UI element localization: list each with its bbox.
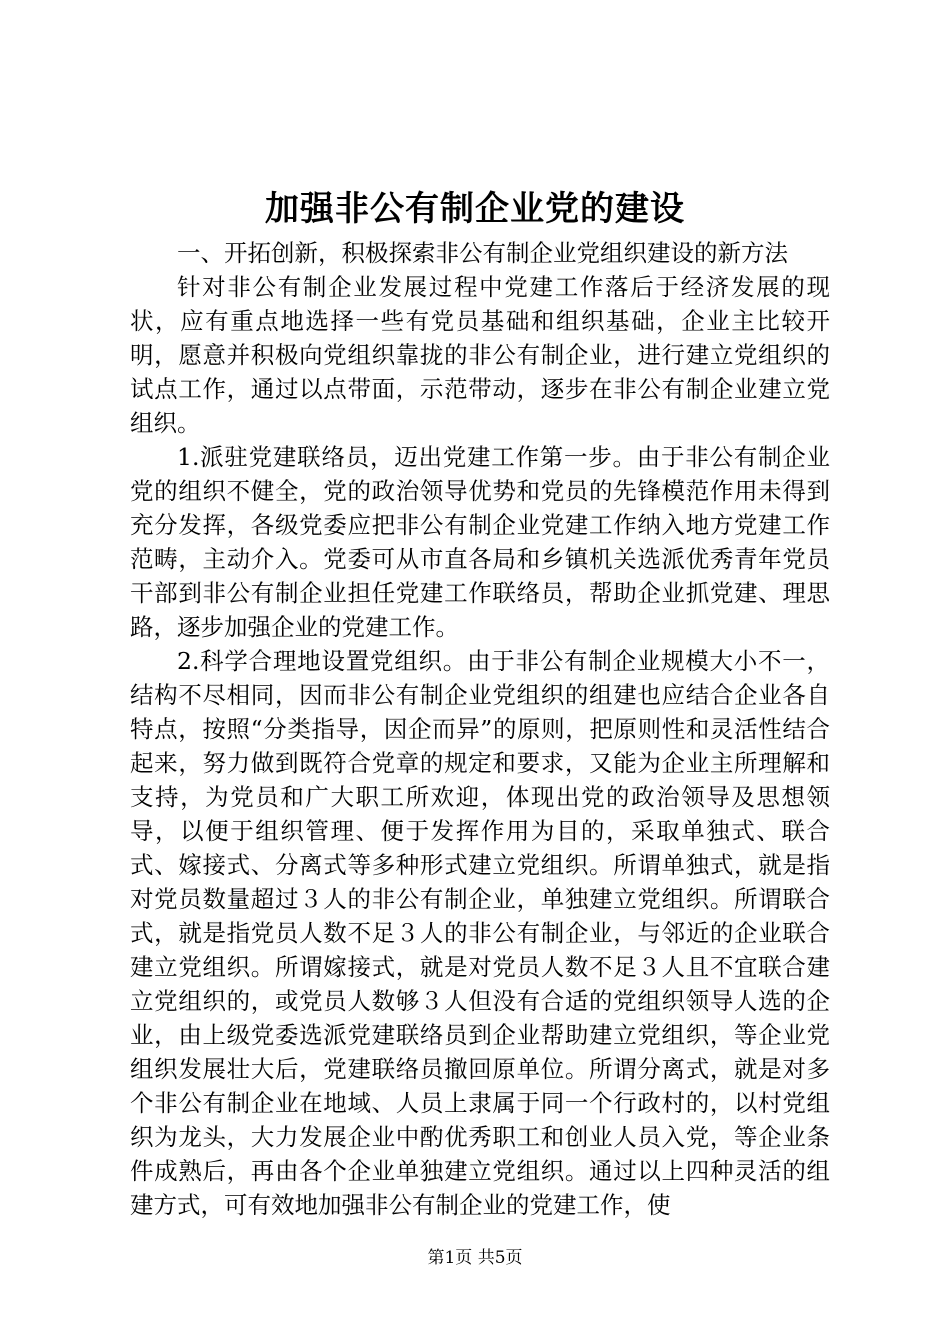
page-footer: 第1页 共5页: [427, 1248, 523, 1268]
document-title: 加强非公有制企业党的建设: [265, 189, 685, 229]
section-heading: 一、开拓创新，积极探索非公有制企业党组织建设的新方法: [177, 239, 788, 267]
body-paragraph: 针对非公有制企业发展过程中党建工作落后于经济发展的现状，应有重点地选择一些有党员基础和组织基础，企业主比较开明，愿意并积极向党组织靠拢的非公有制企业，进行建立党组织的试点工作，通过以点带面，示范带动，逐步在非公有制企业建立党组织。: [130, 273, 830, 437]
body-paragraph: 1.派驻党建联络员，迈出党建工作第一步。由于非公有制企业党的组织不健全，党的政治领导优势和党员的先锋模范作用未得到充分发挥，各级党委应把非公有制企业党建工作纳入地方党建工作范畴，主动介入。党委可从市直各局和乡镇机关选派优秀青年党员干部到非公有制企业担任党建工作联络员，帮助企业抓党建、理思路，逐步加强企业的党建工作。: [130, 443, 830, 641]
document-body: [130, 236, 830, 1222]
body-paragraph: 2.科学合理地设置党组织。由于非公有制企业规模大小不一，结构不尽相同，因而非公有制企业党组织的组建也应结合企业各自特点，按照“分类指导，因企而异”的原则，把原则性和灵活性结合起来，努力做到既符合党章的规定和要求，又能为企业主所理解和支持，为党员和广大职工所欢迎，体现出党的政治领导及思想领导，以便于组织管理、便于发挥作用为目的，采取单独式、联合式、嫁接式、分离式等多种形式建立党组织。所谓单独式，就是指对党员数量超过３人的非公有制企业，单独建立党组织。所谓联合式，就是指党员人数不足３人的非公有制企业，与邻近的企业联合建立党组织。所谓嫁接式，就是对党员人数不足３人且不宜联合建立党组织的，或党员人数够３人但没有合适的党组织领导人选的企业，由上级党委选派党建联络员到企业帮助建立党组织，等企业党组织发展壮大后，党建联络员撤回原单位。所谓分离式，就是对多个非公有制企业在地域、人员上隶属于同一个行政村的，以村党组织为龙头，大力发展企业中酌优秀职工和创业人员入党，等企业条件成熟后，再由各个企业单独建立党组织。通过以上四种灵活的组建方式，可有效地加强非公有制企业的党建工作，使: [130, 647, 830, 1219]
